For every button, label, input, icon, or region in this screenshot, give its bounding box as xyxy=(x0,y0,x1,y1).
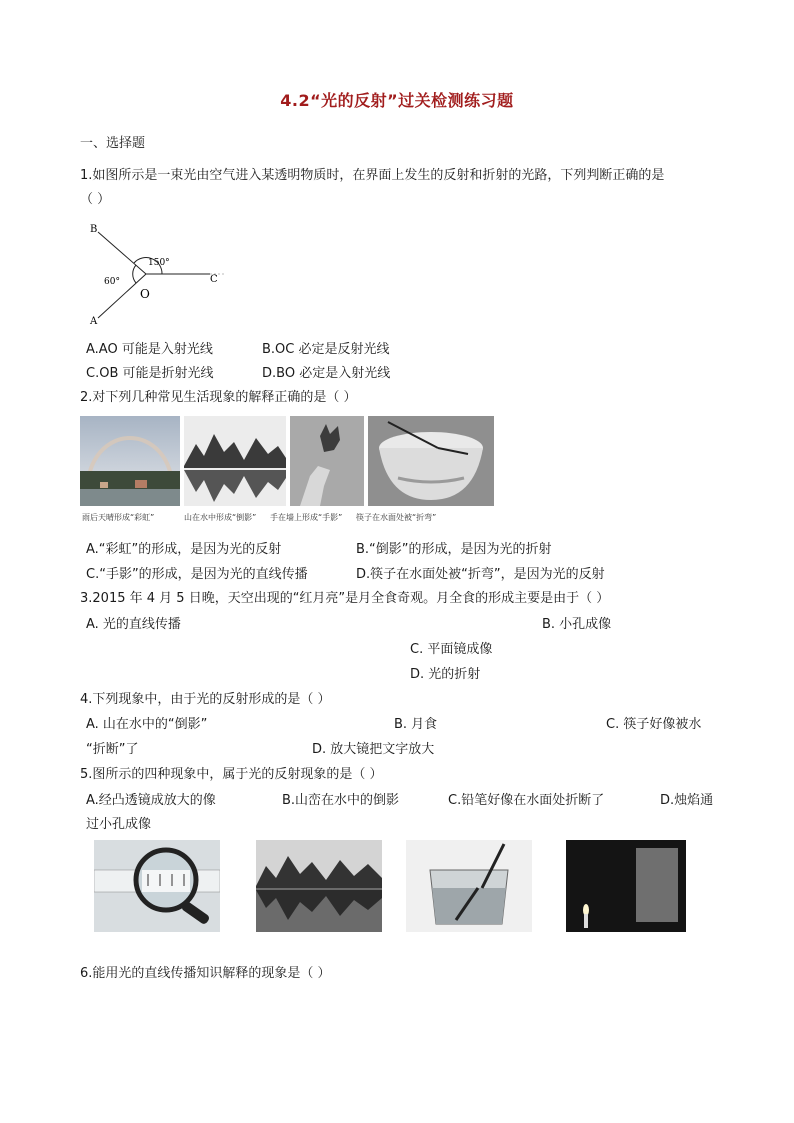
q1-option-a[interactable]: A.AO 可能是入射光线 xyxy=(86,342,213,357)
label-a: A xyxy=(90,316,98,327)
q3-option-b[interactable]: B. 小孔成像 xyxy=(542,617,612,632)
ray-bo xyxy=(98,232,146,274)
q2-option-a[interactable]: A.“彩虹”的形成，是因为光的反射 xyxy=(86,542,282,557)
q4-option-c-continued: “折断”了 xyxy=(86,742,139,757)
q4-option-b[interactable]: B. 月食 xyxy=(394,717,438,732)
q4-option-a[interactable]: A. 山在水中的“倒影” xyxy=(86,717,208,732)
magnifier-photo xyxy=(94,840,220,932)
label-c: C xyxy=(210,274,218,285)
mountain-reflection-photo xyxy=(184,416,286,506)
q5-stem: 5.图所示的四种现象中，属于光的反射现象的是（ ） xyxy=(80,767,383,782)
q1-answer-paren: （ ） xyxy=(80,192,111,207)
q2-option-d[interactable]: D.筷子在水面处被“折弯”，是因为光的反射 xyxy=(356,567,605,582)
q5-option-a[interactable]: A.经凸透镜成放大的像 xyxy=(86,793,216,808)
q2-option-c[interactable]: C.“手影”的形成，是因为光的直线传播 xyxy=(86,567,308,582)
q4-option-d[interactable]: D. 放大镜把文字放大 xyxy=(312,742,435,757)
q4-option-c[interactable]: C. 筷子好像被水 xyxy=(606,717,702,732)
q5-option-d-continued: 过小孔成像 xyxy=(86,817,152,832)
q6-stem: 6.能用光的直线传播知识解释的现象是（ ） xyxy=(80,966,331,981)
pencil-in-water-photo xyxy=(406,840,532,932)
hand-shadow-caption: 手在墙上形成“手影” xyxy=(270,513,343,522)
reflection-caption: 山在水中形成“倒影” xyxy=(184,513,257,522)
q5-option-d[interactable]: D.烛焰通 xyxy=(660,793,714,808)
page-title: 4.2“光的反射”过关检测练习题 xyxy=(280,91,514,110)
q2-option-b[interactable]: B.“倒影”的形成，是因为光的折射 xyxy=(356,542,552,557)
pinhole-candle-photo xyxy=(566,840,686,932)
rainbow-caption: 雨后天晴形成“彩虹” xyxy=(82,513,155,522)
label-o: O xyxy=(140,287,150,301)
q5-option-c[interactable]: C.铅笔好像在水面处折断了 xyxy=(448,793,605,808)
q1-light-path-diagram xyxy=(84,214,234,332)
label-b: B xyxy=(90,224,98,235)
q5-option-b[interactable]: B.山峦在水中的倒影 xyxy=(282,793,400,808)
q3-option-a[interactable]: A. 光的直线传播 xyxy=(86,617,181,632)
rainbow-photo xyxy=(80,416,180,506)
chopsticks-bowl-photo xyxy=(368,416,494,506)
q3-stem: 3.2015 年 4 月 5 日晚，天空出现的“红月亮”是月全食奇观。月全食的形成主要是由于（ ） xyxy=(80,591,610,606)
q3-option-c[interactable]: C. 平面镜成像 xyxy=(410,642,493,657)
q1-option-d[interactable]: D.BO 必定是入射光线 xyxy=(262,366,391,381)
q2-stem: 2.对下列几种常见生活现象的解释正确的是（ ） xyxy=(80,390,357,405)
angle-arc-60 xyxy=(133,265,136,283)
q1-option-c[interactable]: C.OB 可能是折射光线 xyxy=(86,366,214,381)
hand-shadow-photo xyxy=(290,416,364,506)
q4-stem: 4.下列现象中，由于光的反射形成的是（ ） xyxy=(80,692,331,707)
angle-label-150: 150° xyxy=(148,258,170,268)
q1-stem: 1.如图所示是一束光由空气进入某透明物质时，在界面上发生的反射和折射的光路，下列判断正确的是 xyxy=(80,168,665,183)
section-heading: 一、选择题 xyxy=(80,136,146,151)
q3-option-d[interactable]: D. 光的折射 xyxy=(410,667,481,682)
mountain-water-photo xyxy=(256,840,382,932)
angle-label-60: 60° xyxy=(104,277,120,287)
q1-option-b[interactable]: B.OC 必定是反射光线 xyxy=(262,342,390,357)
chopsticks-caption: 筷子在水面处被“折弯” xyxy=(356,513,437,522)
